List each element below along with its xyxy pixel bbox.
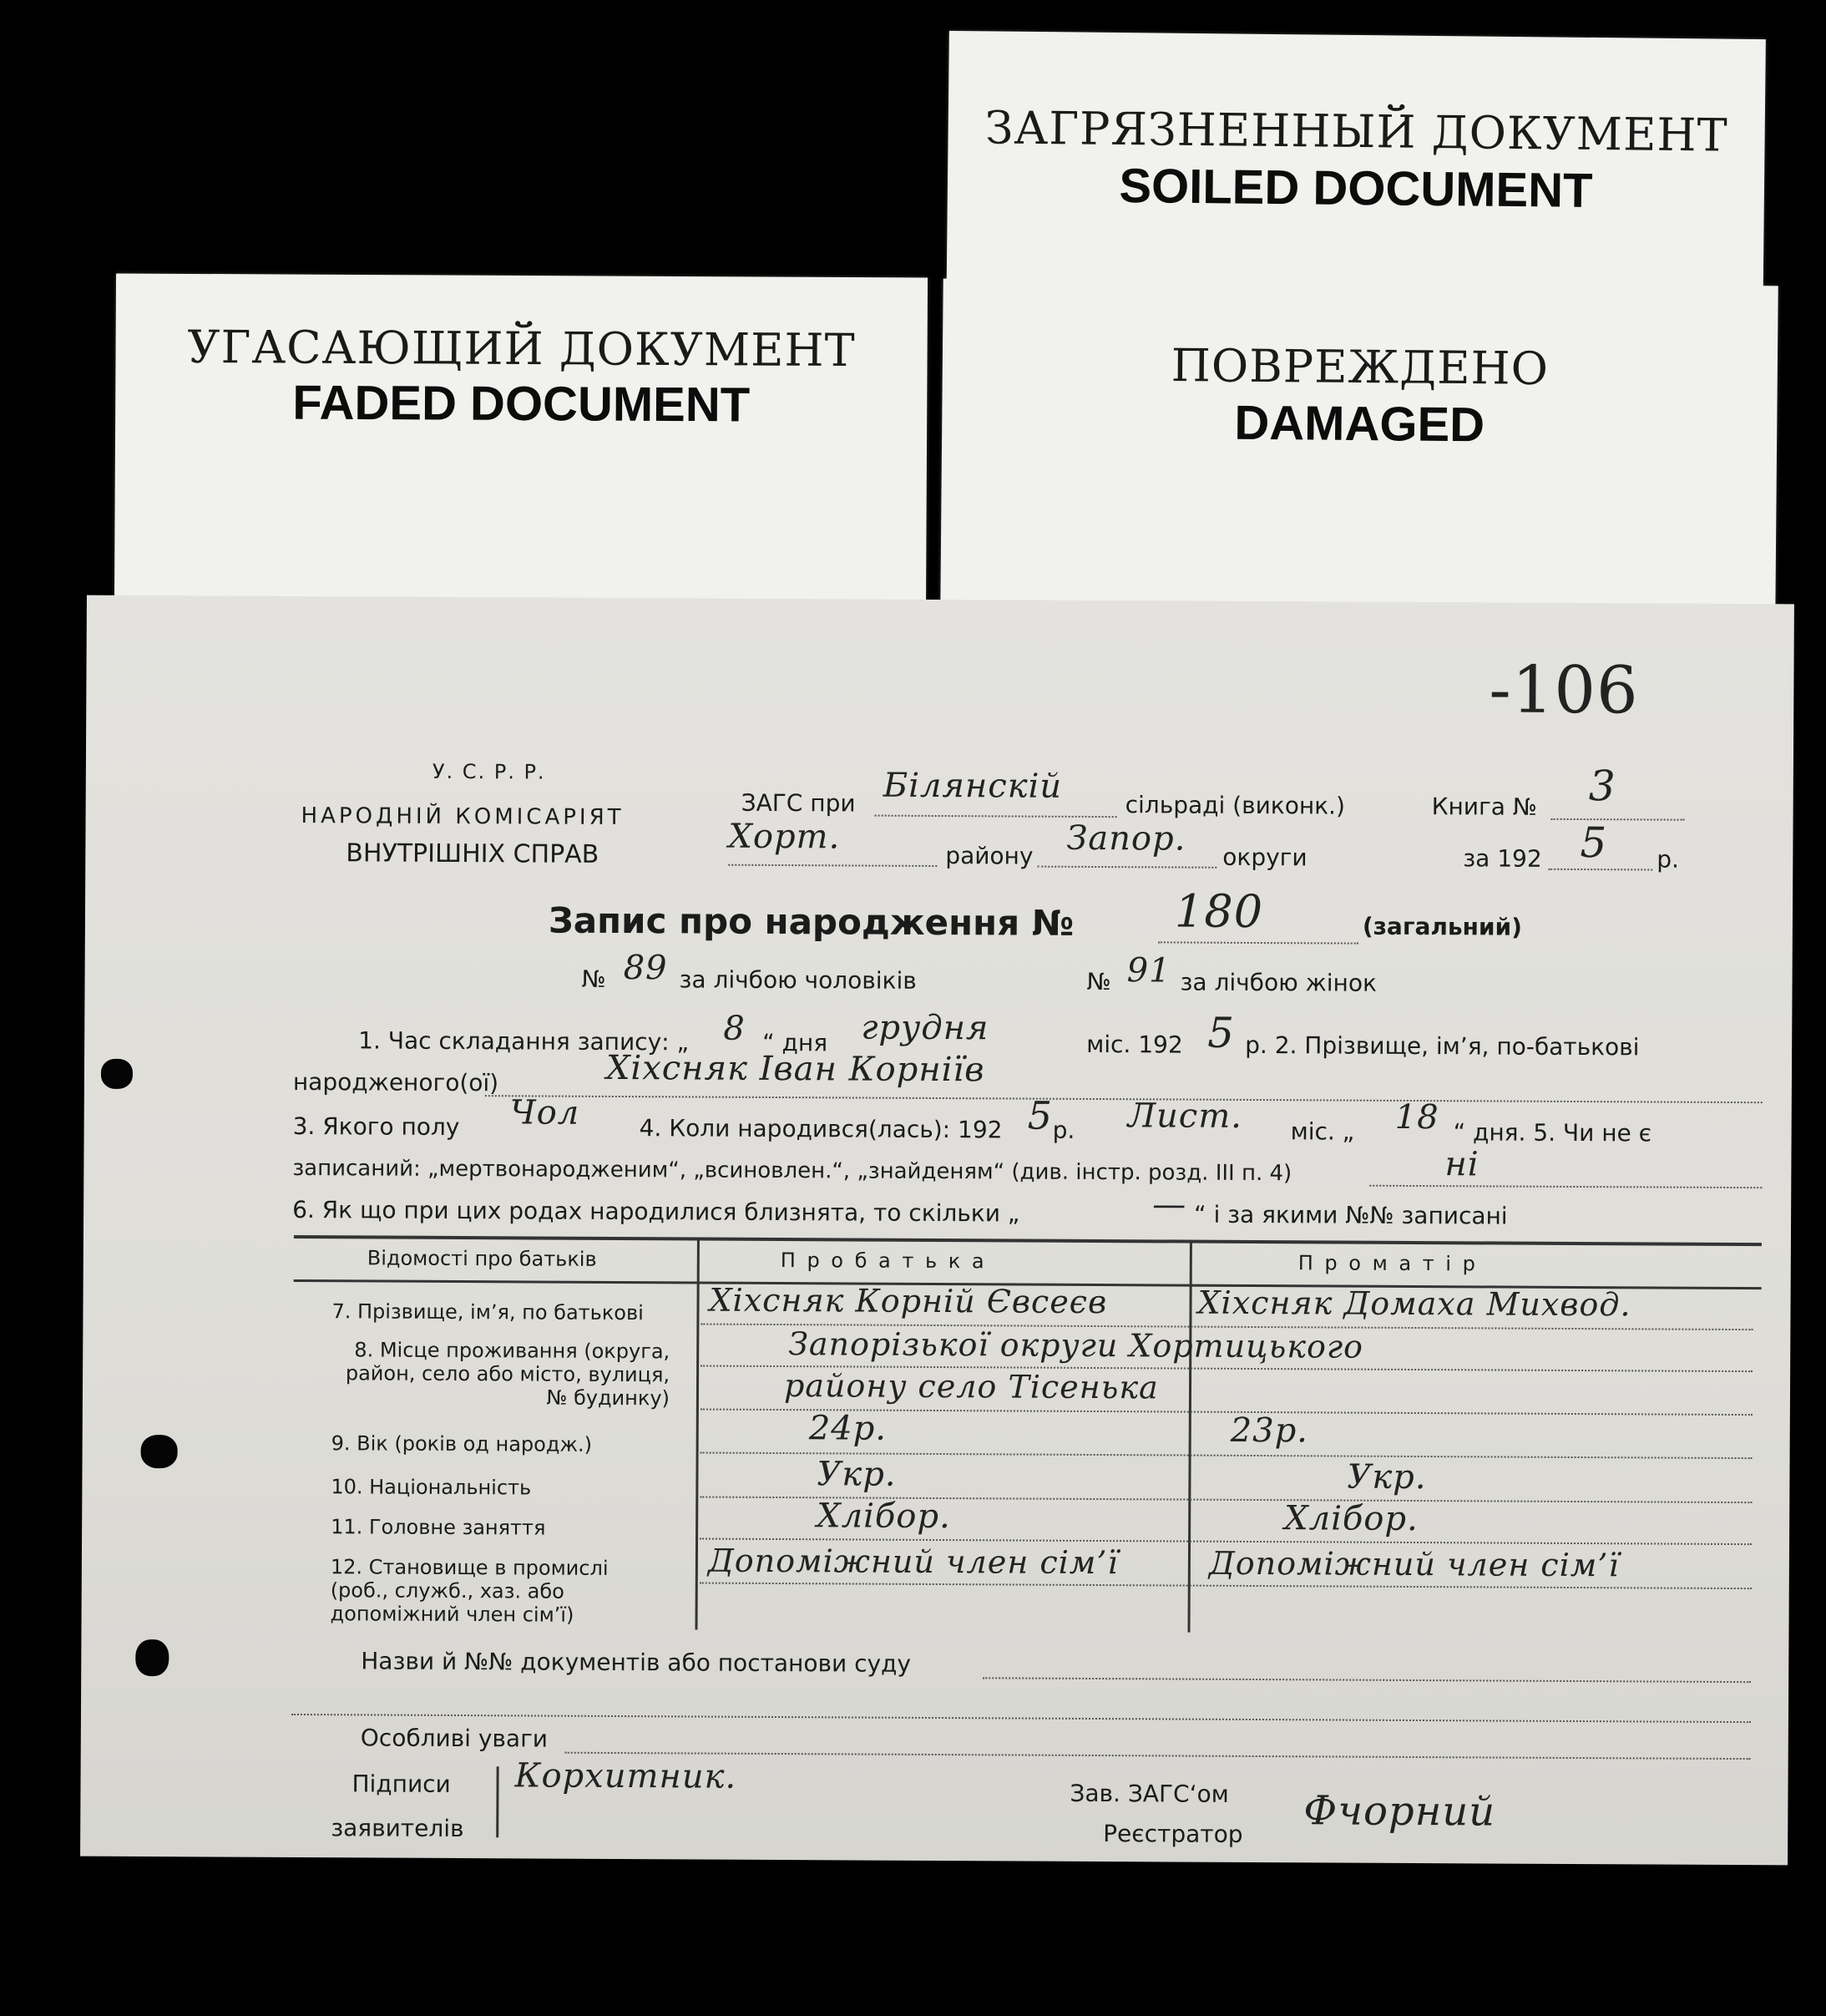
table-col-father: П р о б а т ь к а	[780, 1249, 987, 1274]
row-10-mother: Укр.	[1347, 1457, 1427, 1497]
archive-number: -106	[1489, 652, 1639, 729]
commissariat-line-2: ВНУТРІШНІХ СПРАВ	[346, 838, 599, 869]
field-1-year: 5	[1207, 1008, 1236, 1057]
registrar-label: Реєстратор	[1103, 1820, 1243, 1848]
row-7-mother: Хіхсняк Домаха Михвод.	[1197, 1284, 1631, 1324]
faded-document-card	[114, 273, 928, 611]
year-label: за 192	[1463, 844, 1542, 873]
soiled-ru-label: ЗАГРЯЗНЕННЫЙ ДОКУМЕНТ	[984, 101, 1728, 162]
row-9-father: 24р.	[808, 1409, 888, 1448]
record-number-line	[1158, 941, 1358, 944]
commissariat-line-1: НАРОДНІЙ КОМІСАРІЯТ	[301, 803, 625, 831]
field-3-value: Чол	[509, 1093, 580, 1132]
field-5-value: ні	[1444, 1145, 1480, 1184]
row-9-mother: 23р.	[1230, 1411, 1309, 1451]
okrug-value: Запор.	[1066, 818, 1186, 859]
record-number-suffix: (загальний)	[1362, 912, 1523, 941]
field-1-year-label: міс. 192	[1086, 1030, 1183, 1059]
damaged-document-card	[940, 279, 1778, 621]
row-10-father: Укр.	[817, 1455, 897, 1494]
field-2-value: Хіхсняк Іван Корніїв	[605, 1048, 985, 1090]
field-2-label-start: р. 2. Прізвище, ім’я, по-батькові	[1245, 1031, 1640, 1061]
table-divider-2	[1187, 1240, 1191, 1633]
zags-head-label: Зав. ЗАГС‘ом	[1070, 1779, 1229, 1808]
year-value: 5	[1580, 818, 1608, 868]
field-2-line	[485, 1095, 1763, 1103]
women-number-prefix: №	[1086, 967, 1111, 996]
men-number: 89	[623, 949, 668, 988]
birth-record-form	[80, 595, 1794, 1866]
field-5-label: записаний: „мертвонародженим“, „всиновлен.“, „знайденям“ (див. інстр. розд. III п. 4)	[292, 1155, 1292, 1187]
okrug-line	[1037, 866, 1216, 869]
field-6-label-end: “ і за якими №№ записані	[1194, 1200, 1508, 1230]
notes-label: Особливі уваги	[360, 1724, 549, 1753]
book-value: 3	[1588, 762, 1616, 811]
binding-hole	[140, 1435, 177, 1468]
signatures-bracket	[496, 1766, 498, 1837]
row-11-label: 11. Головне заняття	[331, 1515, 546, 1540]
documents-line-2	[291, 1714, 1751, 1723]
field-1-label: 1. Час складання запису: „	[358, 1026, 690, 1056]
notes-line	[565, 1752, 1751, 1760]
binding-hole	[135, 1639, 169, 1676]
book-label: Книга №	[1431, 793, 1538, 821]
row-9-label: 9. Вік (років од народж.)	[331, 1431, 593, 1456]
registrar-signature: Фчорний	[1303, 1787, 1496, 1836]
field-4-month: Лист.	[1127, 1097, 1243, 1136]
zags-line	[875, 815, 1117, 818]
okrug-label: округи	[1222, 843, 1308, 872]
record-number: 180	[1174, 884, 1264, 939]
row-8-father: Запорізької округи Хортицького	[788, 1325, 1364, 1365]
table-divider-1	[695, 1237, 699, 1629]
women-number: 91	[1126, 951, 1171, 990]
field-4-day-label: міс. „	[1290, 1117, 1355, 1146]
year-suffix: р.	[1657, 845, 1680, 874]
raion-line	[728, 864, 937, 867]
faded-ru-label: УГАСАЮЩИЙ ДОКУМЕНТ	[187, 320, 856, 377]
zags-value: Білянскій	[883, 766, 1063, 806]
field-4-day: 18	[1394, 1097, 1439, 1137]
signatures-label-2: заявителів	[331, 1814, 464, 1843]
field-6-label: 6. Як що при цих родах народилися близнята, то скільки „	[292, 1195, 1020, 1228]
damaged-en-label: DAMAGED	[1234, 395, 1485, 453]
ussr-label: У. С. Р. Р.	[432, 759, 546, 784]
row-12-mother: Допоміжний член сім’ї	[1208, 1544, 1620, 1584]
binding-hole	[101, 1059, 133, 1089]
row-12-father: Допоміжний член сім’ї	[707, 1542, 1119, 1582]
row-7-father: Хіхсняк Корній Євсеєв	[709, 1281, 1108, 1321]
documents-line	[983, 1677, 1751, 1683]
book-line	[1551, 818, 1685, 821]
row-12-label: 12. Становище в промислі (роб., служб., хаз. або допоміжний член сім’ї)	[330, 1555, 609, 1627]
field-4-year-suffix: р.	[1052, 1116, 1075, 1144]
field-4-year: 5	[1027, 1092, 1054, 1138]
soiled-en-label: SOILED DOCUMENT	[1119, 159, 1593, 218]
men-label: за лічбою чоловіків	[679, 965, 917, 995]
row-8-mother: району село Тісенька	[783, 1367, 1159, 1406]
row-11-mother: Хлібор.	[1284, 1499, 1419, 1539]
women-label: за лічбою жінок	[1180, 968, 1378, 997]
documents-label: Назви й №№ документів або постанови суду	[361, 1647, 912, 1678]
row-11-father: Хлібор.	[817, 1497, 951, 1537]
men-number-prefix: №	[581, 965, 606, 993]
damaged-ru-label: ПОВРЕЖДЕНО	[1171, 339, 1550, 395]
field-1-day: 8	[723, 1009, 746, 1048]
table-col-info: Відомості про батьків	[367, 1246, 597, 1271]
field-4-label: 4. Коли народився(лась): 192	[639, 1114, 1003, 1144]
field-5-line	[1369, 1185, 1762, 1188]
row-7-label: 7. Прізвище, ім’я, по батькові	[331, 1299, 644, 1325]
record-title: Запис про народження №	[548, 899, 1075, 944]
table-top-rule	[294, 1235, 1762, 1246]
year-line	[1548, 869, 1652, 871]
field-1-day-suffix: “ дня	[762, 1028, 828, 1057]
field-3-label: 3. Якого полу	[292, 1112, 460, 1142]
zags-prefix: ЗАГС при	[741, 788, 856, 818]
field-1-month: грудня	[861, 1008, 989, 1048]
field-6-value: —	[1152, 1185, 1187, 1224]
applicant-signature: Корхитник.	[514, 1756, 737, 1796]
raion-label: району	[945, 842, 1034, 870]
table-col-mother: П р о м а т і р	[1297, 1251, 1478, 1276]
raion-value: Хорт.	[728, 817, 841, 857]
field-2-label: народженого(ої)	[292, 1067, 499, 1097]
row-8-label: 8. Місце проживання (округа, район, село або місто, вулиця, № будинку)	[345, 1338, 670, 1411]
signatures-label-1: Підписи	[352, 1770, 451, 1798]
field-5-label-start: “ дня. 5. Чи не є	[1453, 1118, 1652, 1147]
faded-en-label: FADED DOCUMENT	[292, 375, 751, 433]
selrada-label: сільраді (виконк.)	[1125, 791, 1346, 820]
row-10-label: 10. Національність	[331, 1475, 532, 1500]
